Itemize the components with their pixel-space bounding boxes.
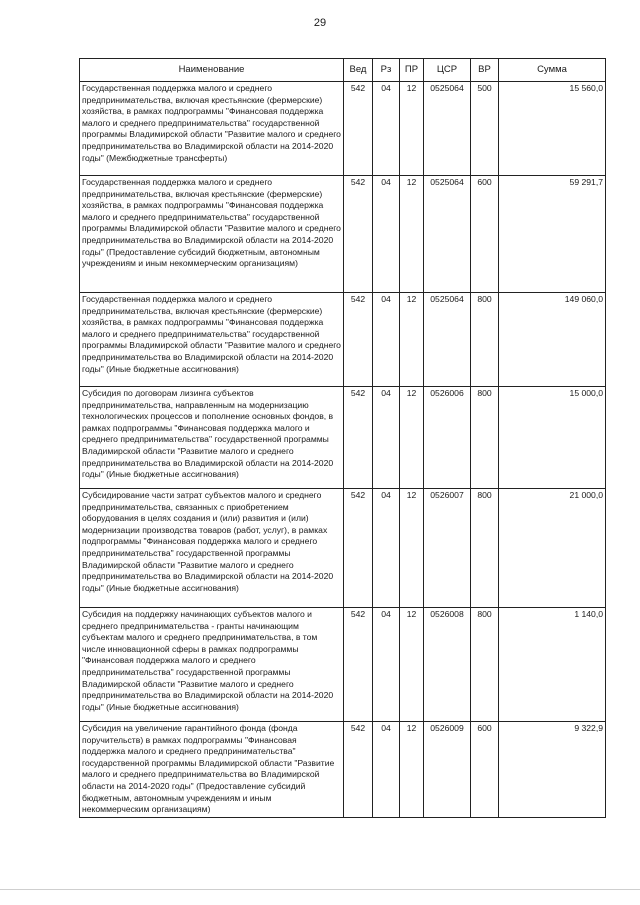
row-ved: 542: [344, 722, 373, 818]
row-vr: 600: [471, 722, 499, 818]
header-ved: Вед: [344, 59, 373, 82]
row-ved: 542: [344, 82, 373, 176]
row-sum: 1 140,0: [499, 608, 606, 722]
row-rz: 04: [373, 293, 400, 387]
row-ved: 542: [344, 387, 373, 489]
row-name: Субсидирование части затрат субъектов малого и среднего предпринимательства, связанных с приобретением оборудования в целях создания и (или) развития и (или) модернизации производства товаров (работ, услуг), в рамках подпрограммы "Финансовая поддержка малого и среднего предпринимательства" государственной программы Владимирской области "Развитие малого и среднего предпринимательства во Владимирской области на 2014-2020 годы" (Иные бюджетные ассигнования): [80, 489, 344, 608]
row-vr: 800: [471, 489, 499, 608]
header-csr: ЦСР: [424, 59, 471, 82]
row-sum: 15 000,0: [499, 387, 606, 489]
header-name: Наименование: [80, 59, 344, 82]
table-row: [80, 176, 606, 293]
table-row: [80, 608, 606, 722]
header-sum: Сумма: [499, 59, 606, 82]
row-name: Субсидия на поддержку начинающих субъектов малого и среднего предпринимательства - гранты начинающим субъектам малого и среднего предпринимательства, в том числе инновационной сферы в рамках подпрограммы "Финансовая поддержка малого и среднего предпринимательства" государственной программы Владимирской области "Развитие малого и среднего предпринимательства во Владимирской области на 2014-2020 годы" (Иные бюджетные ассигнования): [80, 608, 344, 722]
row-pr: 12: [400, 293, 424, 387]
table-header: [80, 59, 606, 82]
row-sum: 59 291,7: [499, 176, 606, 293]
row-pr: 12: [400, 722, 424, 818]
row-rz: 04: [373, 387, 400, 489]
row-rz: 04: [373, 489, 400, 608]
row-csr: 0525064: [424, 82, 471, 176]
row-rz: 04: [373, 176, 400, 293]
row-csr: 0526008: [424, 608, 471, 722]
row-pr: 12: [400, 176, 424, 293]
table-row: [80, 489, 606, 608]
row-name: Государственная поддержка малого и среднего предпринимательства, включая крестьянские (фермерские) хозяйства, в рамках подпрограммы "Финансовая поддержка малого и среднего предпринимательства" государственной программы Владимирской области "Развитие малого и среднего предпринимательства во Владимирской области на 2014-2020 годы" (Иные бюджетные ассигнования): [80, 293, 344, 387]
table-row: [80, 387, 606, 489]
row-sum: 9 322,9: [499, 722, 606, 818]
row-vr: 800: [471, 608, 499, 722]
table-body: [80, 82, 606, 818]
row-vr: 500: [471, 82, 499, 176]
row-sum: 15 560,0: [499, 82, 606, 176]
row-csr: 0525064: [424, 176, 471, 293]
row-pr: 12: [400, 608, 424, 722]
header-pr: ПР: [400, 59, 424, 82]
row-ved: 542: [344, 489, 373, 608]
header-row: [80, 59, 606, 82]
row-vr: 800: [471, 293, 499, 387]
row-vr: 800: [471, 387, 499, 489]
row-rz: 04: [373, 722, 400, 818]
row-pr: 12: [400, 82, 424, 176]
table-row: [80, 722, 606, 818]
row-ved: 542: [344, 176, 373, 293]
row-sum: 21 000,0: [499, 489, 606, 608]
row-rz: 04: [373, 608, 400, 722]
row-csr: 0526006: [424, 387, 471, 489]
row-name: Субсидия на увеличение гарантийного фонда (фонда поручительств) в рамках подпрограммы "Финансовая поддержка малого и среднего предпринимательства" государственной программы Владимирской области "Развитие малого и среднего предпринимательства во Владимирской области на 2014-2020 годы" (Предоставление субсидий бюджетным, автономным учреждениям и иным некоммерческим организациям): [80, 722, 344, 818]
row-csr: 0526009: [424, 722, 471, 818]
row-csr: 0526007: [424, 489, 471, 608]
table-row: [80, 293, 606, 387]
row-sum: 149 060,0: [499, 293, 606, 387]
page-bottom-rule: [0, 889, 640, 890]
header-rz: Рз: [373, 59, 400, 82]
row-pr: 12: [400, 489, 424, 608]
row-pr: 12: [400, 387, 424, 489]
row-csr: 0525064: [424, 293, 471, 387]
row-name: Субсидия по договорам лизинга субъектов предпринимательства, направленным на модернизацию технологических процессов и пополнение основных фондов, в рамках подпрограммы "Финансовая поддержка малого и среднего предпринимательства" государственной программы Владимирской области "Развитие малого и среднего предпринимательства во Владимирской области на 2014-2020 годы" (Иные бюджетные ассигнования): [80, 387, 344, 489]
header-vr: ВР: [471, 59, 499, 82]
row-ved: 542: [344, 293, 373, 387]
page-number: 29: [313, 17, 327, 29]
budget-table: [79, 58, 606, 818]
table-row: [80, 82, 606, 176]
row-vr: 600: [471, 176, 499, 293]
row-name: Государственная поддержка малого и среднего предпринимательства, включая крестьянские (фермерские) хозяйства, в рамках подпрограммы "Финансовая поддержка малого и среднего предпринимательства" государственной программы Владимирской области "Развитие малого и среднего предпринимательства во Владимирской области на 2014-2020 годы" (Межбюджетные трансферты): [80, 82, 344, 176]
row-name: Государственная поддержка малого и среднего предпринимательства, включая крестьянские (фермерские) хозяйства, в рамках подпрограммы "Финансовая поддержка малого и среднего предпринимательства" государственной программы Владимирской области "Развитие малого и среднего предпринимательства во Владимирской области на 2014-2020 годы" (Предоставление субсидий бюджетным, автономным учреждениям и иным некоммерческим организациям): [80, 176, 344, 293]
row-ved: 542: [344, 608, 373, 722]
row-rz: 04: [373, 82, 400, 176]
